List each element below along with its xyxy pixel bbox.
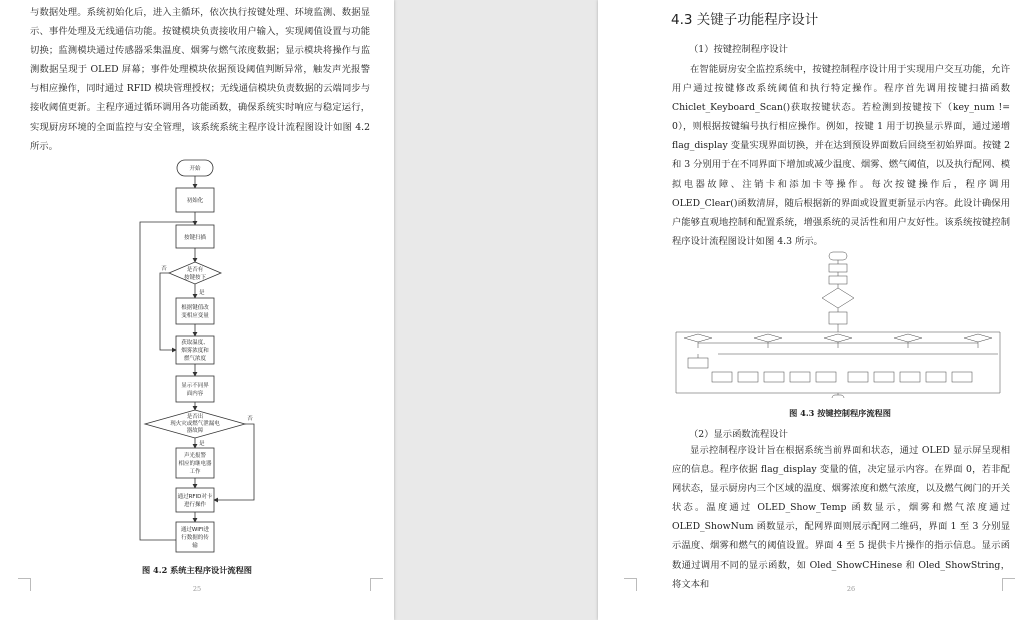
document-page-left xyxy=(0,0,394,620)
document-page-right xyxy=(598,0,1024,620)
flow-yes-label: 是 xyxy=(199,290,205,296)
section-heading: 4.3 关键子功能程序设计 xyxy=(671,12,819,28)
flow-rfid-label: 进行操作 xyxy=(183,502,207,508)
flow-no-label: 否 xyxy=(161,266,167,272)
body-paragraph: 与数据处理。系统初始化后，进入主循环，依次执行按键处理、环境监测、数据显示、事件处理及无线通信功能。按键模块负责接收用户输入，实现阈值设置与功能切换；监测模块通过传感器采集温度、烟雾与燃气浓度数据；显示模块将操作与监测数据呈现于 OLED 屏幕；事件处理模块依据预设阈值判断异常，触发声光报警与相应操作，同时通过 RFID 模块管理授权；无线通信模块负责数据的云端同步与接收阈值更新。主程序通过循环调用各功能函数，确保系统实时响应与稳定运行，实现厨房环境的全面监控与安全管理，该系统系统主程序设计流程图设计如图 4.2 所示。 xyxy=(30,7,370,152)
flow-acquire-label: 烟雾浓度和 xyxy=(181,348,209,354)
flow-alarm-label: 声光报警 xyxy=(183,453,207,459)
flow-init-label: 初始化 xyxy=(186,198,204,204)
flow-update-label: 变相应变量 xyxy=(181,313,209,319)
subsection-heading: （2）显示函数流程设计 xyxy=(689,429,788,440)
flow-wifi-label: 行数据的传 xyxy=(181,535,209,541)
flow-decision-key-label: 是否有 xyxy=(186,267,204,273)
body-paragraph: 在智能厨房安全监控系统中，按键控制程序设计用于实现用户交互功能，允许用户通过按键修改系统阈值和执行特定操作。程序首先调用按键扫描函数 Chiclet_Keyboard_Scan()获取按键状态。若检测到按键按下（key_num != 0），则根据按键编号执行相应操作。例如，按键 1 用于切换显示界面，通过递增 flag_display 变量实现界面切换，并在达到预设界面数后回绕至初始界面。按键 2 和 3 分别用于在不同界面下增加或减少温度、烟雾、燃气阈值，以及执行配网、模拟电器故障、注销卡和添加卡等操作。每次按键操作后，程序调用 OLED_Clear()函数清屏，随后根据新的界面或设置更新显示内容。此设计确保用户能够直观地控制和配置系统，增强系统的灵活性和用户友好性。该系统按键控制程序设计流程图设计如图 4.3 所示。 xyxy=(672,64,1010,247)
subsection-heading: （1）按键控制程序设计 xyxy=(689,44,788,55)
system-main-flowchart xyxy=(0,0,394,600)
flow-wifi-label: 通过WIFI进 xyxy=(180,527,210,533)
page-number: 26 xyxy=(846,585,856,593)
flow-update-label: 根据键值改 xyxy=(181,305,209,311)
flow-decision-alarm-label: 是否出 xyxy=(186,414,204,420)
flow-decision-alarm-label: 器故障 xyxy=(186,428,204,434)
key-control-flowchart xyxy=(598,248,1024,398)
flow-display-label: 显示不同界 xyxy=(181,383,209,389)
figure-caption: 图 4.3 按键控制程序流程图 xyxy=(789,408,891,418)
flow-decision-key-label: 按键按下 xyxy=(183,275,207,281)
flow-decision-alarm-label: 现火灾或燃气泄漏电 xyxy=(170,421,220,427)
page-number: 25 xyxy=(192,585,202,593)
flow-display-label: 面内容 xyxy=(186,391,204,397)
flow-display xyxy=(176,376,214,402)
flow-acquire-label: 燃气浓度 xyxy=(183,356,207,362)
flow-no-label: 否 xyxy=(247,416,253,422)
flow-alarm-label: 相应的继电器 xyxy=(178,461,212,467)
flow-yes-label: 是 xyxy=(199,441,205,447)
flow-scan-label: 按键扫描 xyxy=(183,235,207,241)
flow-rfid xyxy=(176,488,214,512)
flow-update xyxy=(176,298,214,324)
flow-alarm-label: 工作 xyxy=(189,469,201,475)
flow-rfid-label: 通过RFID对卡 xyxy=(177,494,213,500)
flow-wifi-label: 输 xyxy=(192,543,198,549)
figure-caption: 图 4.2 系统主程序设计流程图 xyxy=(141,565,252,575)
flow-acquire-label: 获取温度、 xyxy=(181,340,209,346)
body-paragraph: 显示控制程序设计旨在根据系统当前界面和状态，通过 OLED 显示屏呈现相应的信息。程序依据 flag_display 变量的值，决定显示内容。在界面 0，若非配网状态，显示厨房内三个区域的温度、烟雾浓度和燃气浓度，以及燃气阀门的开关状态。温度通过 OLED_Show_Temp 函数显示，烟雾和燃气浓度通过 OLED_ShowNum 函数显示，配网界面则展示配网二维码，界面 1 至 3 分别显示温度、烟雾和燃气的阈值设置。界面 4 至 5 提供卡片操作的指示信息。显示函数通过调用不同的显示函数，如 Oled_ShowCHinese 和 Oled_ShowString，将文本和 xyxy=(672,445,1010,590)
flow-start-label: 开始 xyxy=(189,166,201,172)
